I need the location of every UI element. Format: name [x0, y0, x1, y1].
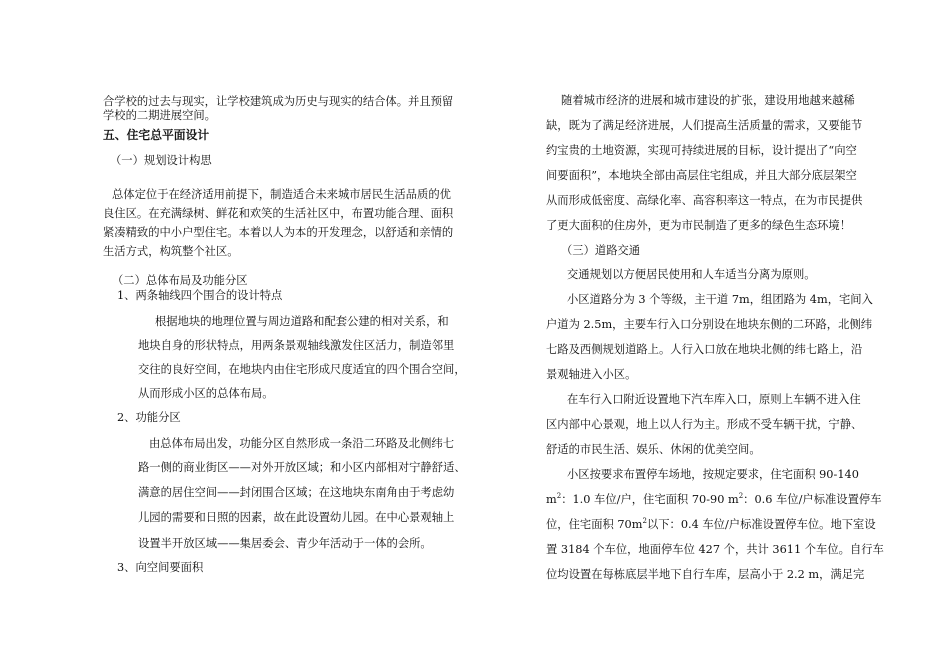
paragraph-line: 约宝贵的土地资源，实现可持续进展的目标，设计提出了“向空 [546, 144, 857, 157]
superscript: 2 [556, 492, 562, 501]
paragraph-line: 随着城市经济的进展和城市建设的扩张，建设用地越来越稀 [561, 94, 855, 107]
paragraph-line [546, 492, 882, 508]
unit-text: m [546, 493, 557, 506]
paragraph-line: 从而形成小区的总体布局。 [138, 387, 274, 400]
paragraph-line: 在车行入口附近设置地下汽车库入口，原则上车辆不进入住 [567, 393, 861, 406]
paragraph-line: 舒适的市民生活、娱乐、休闲的优美空间。 [546, 443, 761, 456]
intro-line: 学校的二期进展空间。 [103, 109, 216, 122]
paragraph-line: 景观轴进入小区。 [546, 368, 637, 381]
paragraph-line: 间要面积”，本地块全部由高层住宅组成，并且大部分底层架空 [546, 169, 857, 182]
paragraph-line: 地块自身的形状特点，用两条景观轴线激发住区活力，制造邻里 [138, 339, 455, 352]
paragraph-line: 根据地块的地理位置与周边道路和配套公建的相对关系，和 [155, 315, 449, 328]
text-span: 位，住宅面积 70m [546, 518, 643, 531]
paragraph-line: 设置半开放区域——集居委会、青少年活动于一体的会所。 [138, 537, 432, 550]
paragraph-line: 儿园的需要和日照的因素，故在此设置幼儿园。在中心景观轴上 [138, 511, 455, 524]
paragraph-line: 交往的良好空间，在地块内由住宅形成尺度适宜的四个围合空间， [138, 363, 466, 376]
paragraph-line: 良住区。在充满绿树、鲜花和欢笑的生活社区中，布置功能合理、面积 [103, 207, 454, 220]
paragraph-line: 小区按要求布置停车场地，按规定要求，住宅面积 90-140 [567, 468, 859, 481]
section-title: 五、住宅总平面设计 [103, 128, 210, 142]
paragraph-line: 从而形成低密度、高绿化率、高容积率这一特点，在为市民提供 [546, 194, 863, 207]
intro-line: 合学校的过去与现实，让学校建筑成为历史与现实的结合体。并且预留 [103, 95, 454, 108]
text-span: ：0.6 车位/户标准设置停车 [743, 493, 882, 506]
paragraph-line: 紧凑精致的中小户型住宅。本着以人为本的开发理念，以舒适和亲情的 [103, 226, 454, 239]
item-title: 2、功能分区 [117, 411, 181, 424]
paragraph-line: 路一侧的商业街区——对外开放区域；和小区内部相对宁静舒适、 [138, 461, 466, 474]
item-title: 1、两条轴线四个围合的设计特点 [117, 289, 283, 302]
paragraph-line: 户道为 2.5m，主要车行入口分别设在地块东侧的二环路，北侧纬 [546, 318, 872, 331]
paragraph-line: 置 3184 个车位，地面停车位 427 个，共计 3611 个车位。自行车 [546, 543, 884, 556]
text-span: ：1.0 车位/户，住宅面积 70-90 m [561, 493, 739, 506]
paragraph-line: 位均设置在每栋底层半地下自行车库，层高小于 2.2 m，满足完 [546, 568, 865, 581]
paragraph-line: 生活方式，构筑整个社区。 [103, 245, 239, 258]
subsection-title: （三）道路交通 [561, 244, 641, 257]
paragraph-line: 缺，既为了满足经济进展，人们提高生活质量的需求，又要能节 [546, 119, 863, 132]
text-span: 以下：0.4 车位/户标准设置停车位。地下室设 [646, 518, 876, 531]
paragraph-line: 由总体布局出发，功能分区自然形成一条沿二环路及北侧纬七 [149, 437, 455, 450]
item-title: 3、向空间要面积 [117, 561, 204, 574]
paragraph-line: 七路及西侧规划道路上。人行入口放在地块北侧的纬七路上，沿 [546, 343, 863, 356]
subsection-title: （二）总体布局及功能分区 [112, 274, 248, 287]
subsection-title: （一）规划设计构思 [110, 154, 212, 167]
paragraph-line: 总体定位于在经济适用前提下，制造适合未来城市居民生活品质的优 [112, 188, 451, 201]
paragraph-line: 满意的居住空间——封闭围合区域；在这地块东南角由于考虑幼 [138, 486, 455, 499]
superscript: 2 [738, 492, 744, 501]
paragraph-line [546, 517, 876, 533]
paragraph-line: 了更大面积的住房外，更为市民制造了更多的绿色生态环境！ [546, 219, 852, 232]
paragraph-line: 区内部中心景观，地上以人行为主。形成不受车辆干扰，宁静、 [546, 418, 863, 431]
paragraph-line: 小区道路分为 3 个等级，主干道 7m，组团路为 4m，宅间入 [567, 293, 873, 306]
paragraph-line: 交通规划以方便居民使用和人车适当分离为原则。 [567, 268, 816, 281]
superscript: 2 [642, 517, 647, 526]
